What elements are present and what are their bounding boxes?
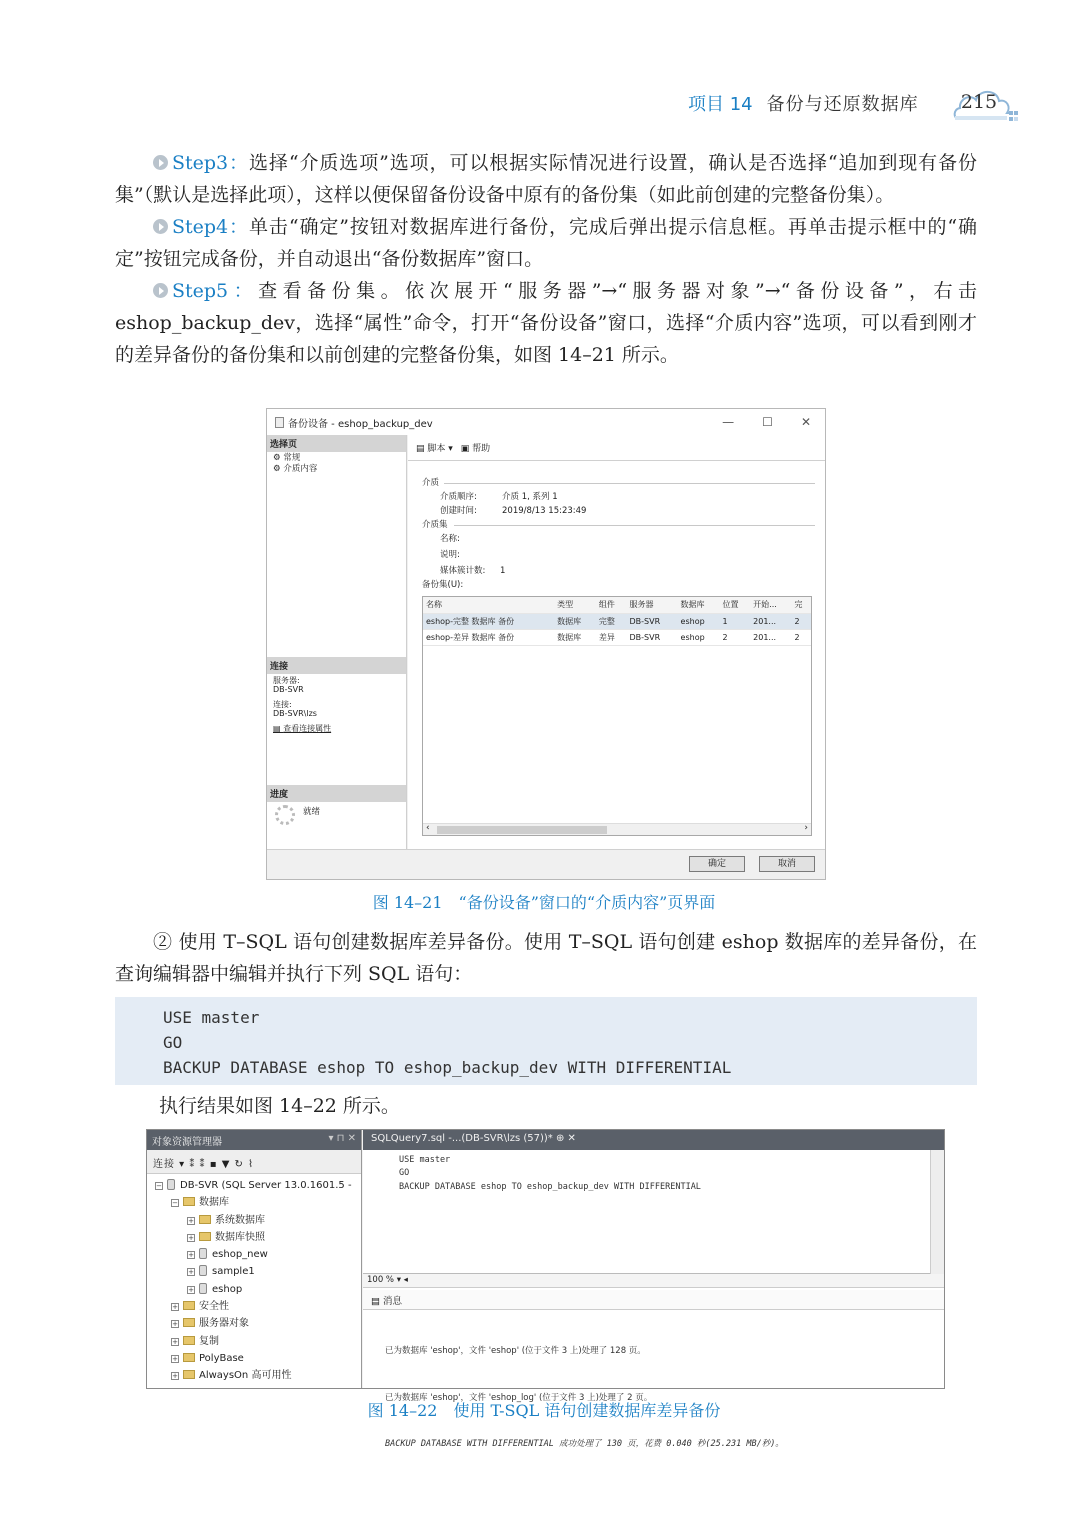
tree-node[interactable] [155, 1194, 361, 1211]
folder-icon [183, 1336, 195, 1345]
folder-icon [183, 1301, 195, 1310]
cancel-button[interactable]: 取消 [759, 856, 815, 872]
right-panel: ▤ 脚本 ▾ ▣ 帮助 介质 介质顺序: 介质 1, 系列 1 创建时间: 2019/8/13 15:23:49 介质集 名称: 说明: 媒体簇计数: 1 备份集(U): 名称 类型 组件 服务器 数据库 位置 开始... 完 eshop-完整 数据库 备份 数据库 完整 DB-SVR eshop 1 201... 2 eshop-差异 数据库 备份 数据库 差异 DB-SVR eshop 2 201... 2 ‹ › [408, 435, 825, 849]
step5-text: 查看备份集。依次展开“服务器”→“服务器对象”→“备份设备”，右击 eshop_backup_dev，选择“属性”命令，打开“备份设备”窗口，选择“介质内容”选项，可以看到刚才的差异备份的备份集和以前创建的完整备份集，如图 14–21 所示。 [115, 280, 977, 366]
expand-icon[interactable]: + [188, 1268, 194, 1277]
toolbar [408, 435, 825, 461]
minimize-icon[interactable]: — [722, 415, 735, 429]
running-header [688, 90, 919, 116]
result-text: 执行结果如图 14–22 所示。 [159, 1095, 400, 1117]
collapse-icon[interactable]: − [172, 1199, 178, 1208]
paragraph-tsql: ② 使用 T–SQL 语句创建数据库差异备份。使用 T–SQL 语句创建 eshop 数据库的差异备份，在查询编辑器中编辑并执行下列 SQL 语句： [115, 931, 977, 985]
family-count-value: 1 [500, 566, 506, 576]
backup-device-window [266, 408, 826, 880]
step3-paragraph [115, 147, 977, 211]
expand-icon[interactable]: + [172, 1372, 178, 1381]
tree-node[interactable] [155, 1263, 361, 1280]
col-name[interactable]: 名称 [423, 597, 554, 613]
folder-icon [183, 1318, 195, 1327]
select-page-header: 选择页 [267, 435, 406, 452]
page-number: 215 [960, 91, 998, 113]
window-icon [275, 417, 284, 428]
tree-node[interactable] [155, 1315, 361, 1332]
backup-sets-grid[interactable] [422, 596, 812, 836]
connection-header: 连接 [267, 657, 406, 674]
page-media-contents[interactable]: ⚙ 介质内容 [273, 464, 318, 474]
item-number: ② [153, 931, 173, 953]
dialog-button-bar [267, 849, 825, 879]
tree-node[interactable] [155, 1246, 361, 1263]
tree-node-label: 数据库 [199, 1197, 229, 1209]
tree-node-label: PolyBase [199, 1352, 244, 1364]
database-icon [199, 1248, 207, 1259]
col-component[interactable]: 组件 [596, 597, 627, 613]
tree-node[interactable] [155, 1281, 361, 1298]
figure-caption-14-22: 图 14–22 使用 T-SQL 语句创建数据库差异备份 [367, 1401, 721, 1420]
panel-pin-icons[interactable]: ▾ ⊓ ✕ [328, 1133, 356, 1144]
step5-paragraph [115, 275, 977, 371]
sql-code-block [115, 997, 977, 1085]
messages-tab[interactable]: ▤ 消息 [363, 1290, 944, 1310]
chapter-title: 备份与还原数据库 [766, 94, 919, 115]
window-title: 备份设备 - eshop_backup_dev [288, 418, 433, 430]
tree-node-label: 安全性 [199, 1301, 229, 1313]
tree-node[interactable] [155, 1229, 361, 1246]
object-explorer-header: 对象资源管理器 ▾ ⊓ ✕ [147, 1130, 361, 1150]
tree-node[interactable] [155, 1212, 361, 1229]
code-line: BACKUP DATABASE eshop TO eshop_backup_dev WITH DIFFERENTIAL [163, 1058, 732, 1077]
tree-node-label: 服务器对象 [199, 1318, 249, 1330]
step4-text: 单击“确定”按钮对数据库进行备份，完成后弹出提示信息框。再单击提示框中的“确定”按钮完成备份，并自动退出“备份数据库”窗口。 [115, 216, 977, 270]
tree-node-label: AlwaysOn 高可用性 [199, 1370, 292, 1382]
progress-header: 进度 [267, 785, 406, 802]
query-line: GO [399, 1168, 410, 1178]
expand-icon[interactable]: + [188, 1216, 194, 1225]
step3-text: 选择“介质选项”选项，可以根据实际情况进行设置，确认是否选择“追加到现有备份集”（默认是选择此项），这样以便保留备份设备中原有的备份集（如此前创建的完整备份集）。 [115, 152, 977, 206]
zoom-bar: 100 % ▾ ◂ [363, 1274, 944, 1288]
divider [454, 525, 815, 526]
query-line: BACKUP DATABASE eshop TO eshop_backup_dev WITH DIFFERENTIAL [399, 1182, 701, 1192]
window-titlebar [267, 409, 825, 435]
page-general[interactable]: ⚙ 常规 [273, 453, 301, 463]
grid-header-row [423, 597, 811, 613]
tree-node-label: eshop_new [212, 1249, 268, 1261]
message-line: BACKUP DATABASE WITH DIFFERENTIAL 成功处理了 130 页，花费 0.040 秒(25.231 MB/秒)。 [385, 1439, 784, 1449]
server-value: DB-SVR [273, 685, 304, 694]
left-panel [267, 435, 407, 849]
code-line: USE master [163, 1008, 260, 1027]
created-value: 2019/8/13 15:23:49 [502, 506, 587, 516]
tree-node-label: 数据库快照 [215, 1231, 265, 1243]
media-group-label: 介质 [422, 478, 440, 488]
folder-icon [183, 1370, 195, 1379]
message-line: 已为数据库 'eshop'，文件 'eshop' (位于文件 3 上)处理了 128 页。 [385, 1346, 646, 1356]
step5-label: Step5： [172, 280, 259, 302]
col-type[interactable]: 类型 [554, 597, 596, 613]
message-line: 已为数据库 'eshop'，文件 'eshop_log' (位于文件 3 上)处理了 2 页。 [385, 1392, 653, 1403]
maximize-icon[interactable]: ☐ [762, 415, 773, 429]
figure-caption-14-21: 图 14–21 “备份设备”窗口的“介质内容”页界面 [372, 893, 716, 912]
expand-icon[interactable]: + [188, 1233, 194, 1242]
query-line: USE master [399, 1155, 451, 1165]
tree-node[interactable] [155, 1367, 361, 1384]
script-button[interactable]: ▤ 脚本 ▾ [416, 444, 453, 454]
code-line: GO [163, 1033, 183, 1052]
tree-node-label: 系统数据库 [215, 1214, 265, 1226]
play-bullet-icon [153, 283, 168, 298]
chapter-label: 项目 14 [688, 94, 753, 115]
play-bullet-icon [153, 155, 168, 170]
step3-label: Step3： [172, 152, 249, 174]
spinner-icon [275, 805, 295, 825]
horizontal-scrollbar[interactable] [423, 823, 811, 835]
object-explorer-toolbar[interactable]: 连接 ▾ ⁑ ⁑ ▪ ▼ ↻ ⌇ [147, 1150, 361, 1174]
object-tree [147, 1174, 361, 1385]
folder-icon [183, 1197, 195, 1206]
expand-icon[interactable]: + [188, 1285, 194, 1294]
col-position[interactable]: 位置 [720, 597, 751, 613]
folder-icon [199, 1232, 211, 1241]
progress-status: 就绪 [275, 805, 320, 825]
mediaset-group-label: 介质集 [422, 520, 448, 530]
tree-node[interactable] [155, 1298, 361, 1315]
collapse-icon[interactable]: − [156, 1182, 162, 1190]
page-number-badge [953, 83, 1005, 123]
page-icon: ⚙ [273, 453, 284, 463]
vertical-scrollbar[interactable] [930, 1150, 944, 1274]
view-connection-properties-link[interactable]: ▤ 查看连接属性 [273, 724, 332, 733]
backup-sets-label: 备份集(U): [422, 580, 464, 590]
object-explorer [147, 1130, 362, 1388]
scrollbar-thumb[interactable] [437, 826, 607, 834]
folder-icon [183, 1353, 195, 1362]
connection-info: 服务器: DB-SVR 连接: DB-SVR\lzs ▤ 查看连接属性 [273, 676, 332, 733]
tree-node[interactable] [155, 1333, 361, 1350]
folder-icon [199, 1215, 211, 1224]
expand-icon[interactable]: + [172, 1303, 178, 1312]
database-icon [199, 1283, 207, 1294]
table-row[interactable]: eshop-差异 数据库 备份 数据库 差异 DB-SVR eshop 2 201... 2 [423, 629, 811, 645]
expand-icon[interactable]: + [172, 1320, 178, 1329]
expand-icon[interactable]: + [172, 1354, 178, 1363]
zoom-select[interactable]: 100 % [367, 1275, 395, 1285]
media-sequence-value: 介质 1, 系列 1 [502, 492, 558, 502]
tree-node-label: sample1 [212, 1266, 255, 1278]
tree-node[interactable] [155, 1350, 361, 1367]
query-text-area[interactable] [363, 1150, 930, 1274]
col-finish[interactable]: 完 [791, 597, 811, 613]
expand-icon[interactable]: + [188, 1251, 194, 1260]
database-icon [199, 1265, 207, 1276]
page-icon: ⚙ [273, 464, 284, 474]
tree-node-label: 复制 [199, 1335, 219, 1347]
tree-node-server[interactable]: − DB-SVR (SQL Server 13.0.1601.5 - [156, 1180, 352, 1191]
play-bullet-icon [153, 219, 168, 234]
scroll-right-icon[interactable]: › [804, 823, 808, 833]
expand-icon[interactable]: + [172, 1337, 178, 1346]
step4-paragraph [115, 211, 977, 275]
server-icon [167, 1179, 175, 1190]
connection-value: DB-SVR\lzs [273, 709, 317, 718]
scroll-left-icon[interactable]: ‹ [426, 823, 430, 833]
tree-node-label: eshop [212, 1283, 243, 1295]
step4-label: Step4： [172, 216, 249, 238]
col-server[interactable]: 服务器 [627, 597, 678, 613]
table-row[interactable]: eshop-完整 数据库 备份 数据库 完整 DB-SVR eshop 1 201... 2 [423, 613, 811, 629]
help-button[interactable]: ▣ 帮助 [460, 444, 491, 454]
col-start[interactable]: 开始... [750, 597, 791, 613]
query-tab[interactable]: SQLQuery7.sql -...(DB-SVR\lzs (57))* ⊕ ✕ [363, 1130, 944, 1150]
messages-icon: ▤ [371, 1296, 383, 1307]
close-icon[interactable]: ✕ [800, 415, 811, 429]
steps-block [115, 147, 977, 371]
ok-button[interactable]: 确定 [689, 856, 745, 872]
col-database[interactable]: 数据库 [678, 597, 720, 613]
properties-icon: ▤ [273, 724, 284, 733]
divider [444, 483, 815, 484]
